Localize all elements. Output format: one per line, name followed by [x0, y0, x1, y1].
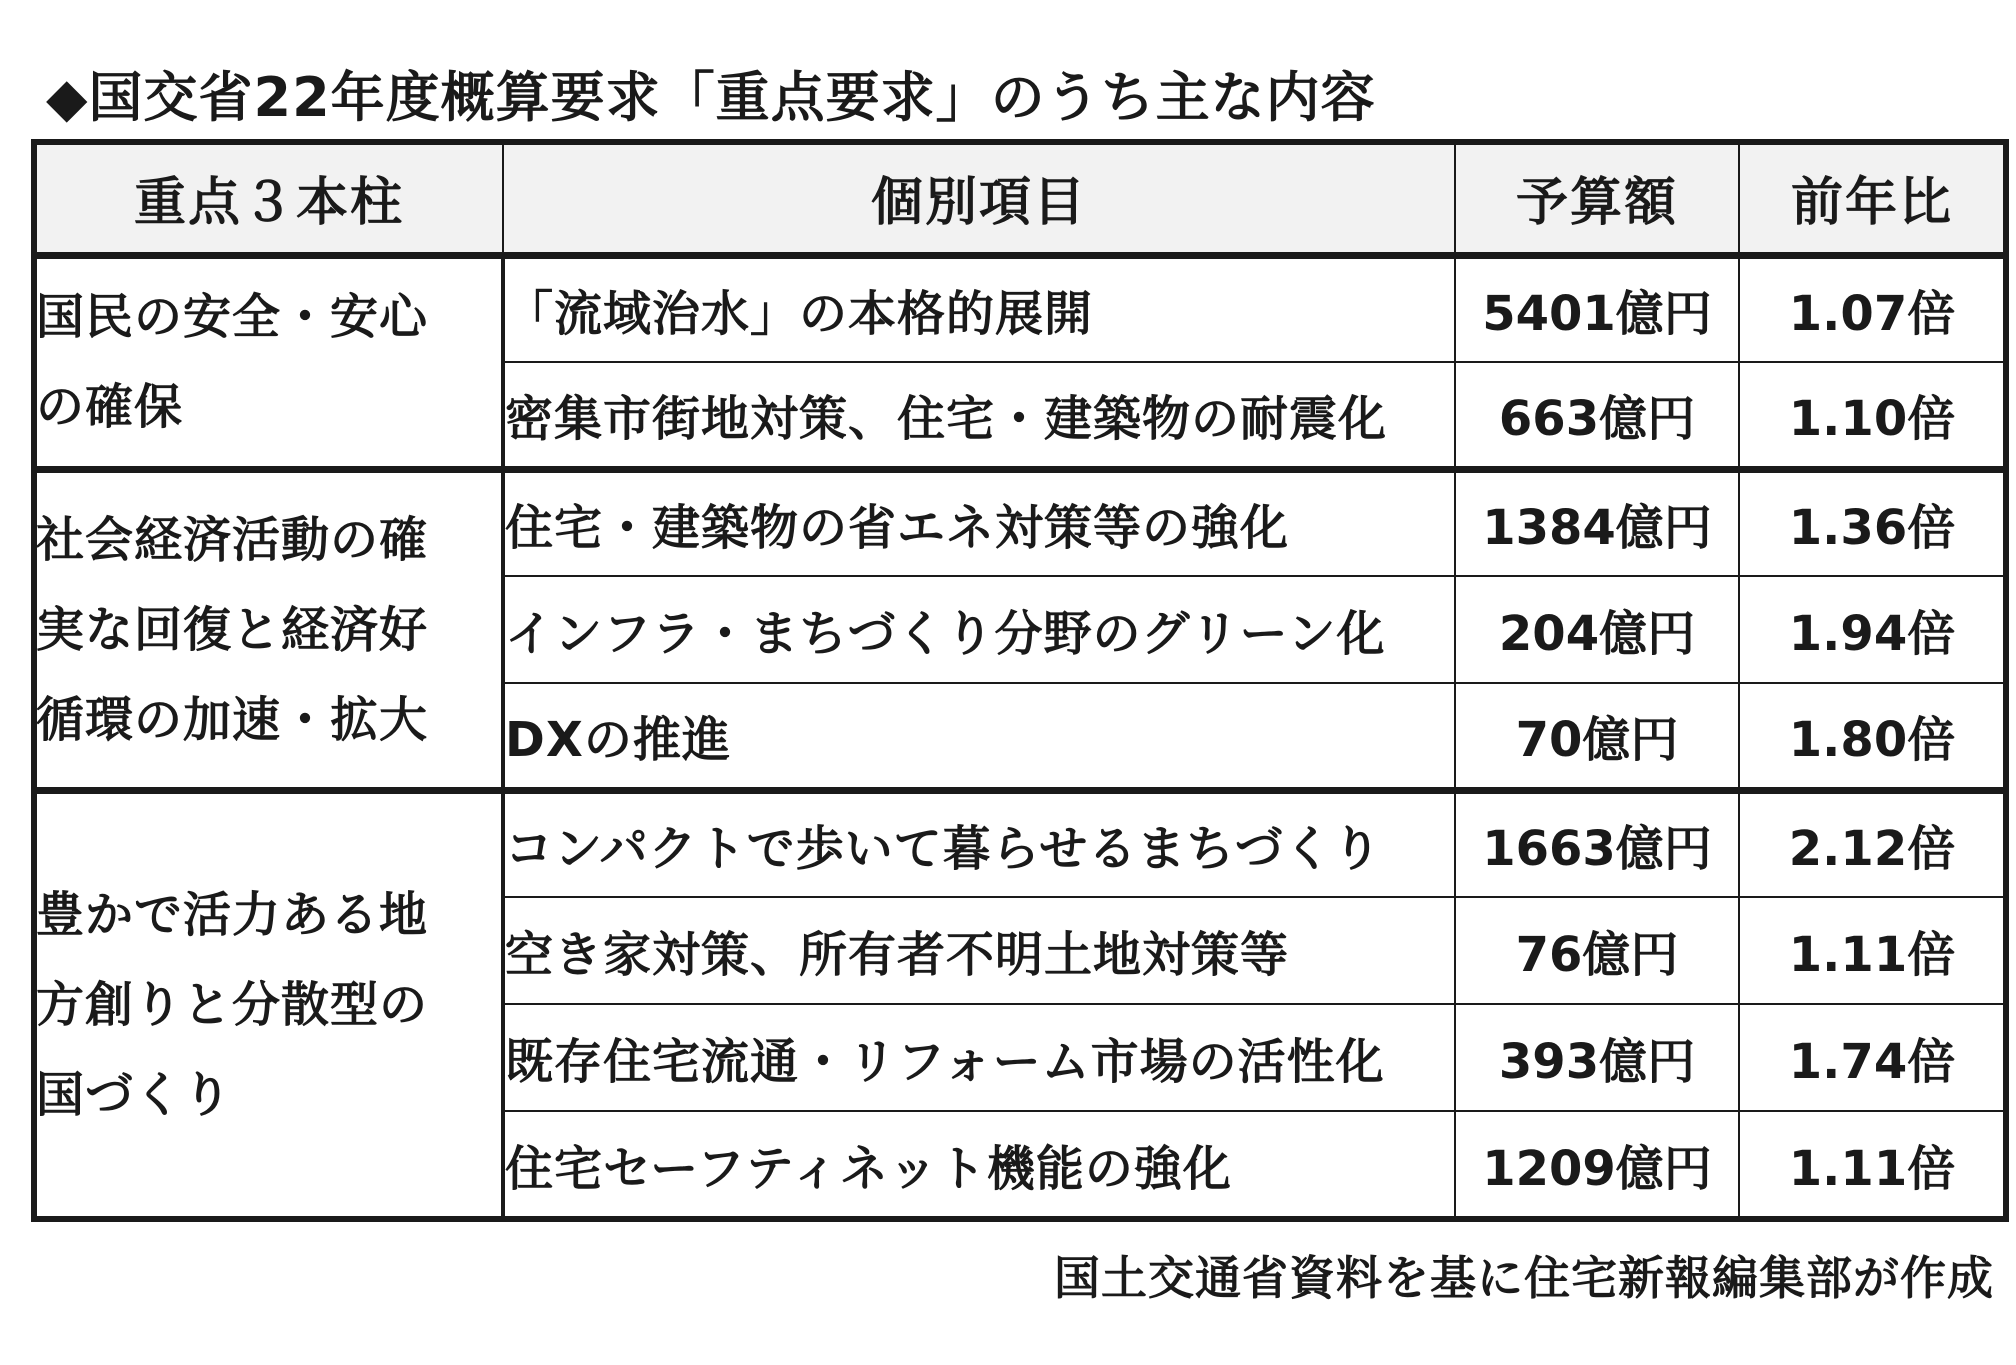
budget-cell: 1384億円	[1455, 469, 1739, 576]
pillar-cell	[35, 790, 503, 1218]
item-cell: インフラ・まちづくり分野のグリーン化	[503, 576, 1455, 683]
ratio-cell: 1.11倍	[1739, 897, 2005, 1004]
budget-table	[34, 142, 2006, 1219]
ratio-cell: 1.10倍	[1739, 362, 2005, 469]
ratio-cell: 1.74倍	[1739, 1004, 2005, 1111]
budget-cell: 5401億円	[1455, 255, 1739, 362]
ratio-cell: 1.94倍	[1739, 576, 2005, 683]
item-cell: 密集市街地対策、住宅・建築物の耐震化	[503, 362, 1455, 469]
budget-cell: 1663億円	[1455, 790, 1739, 897]
pillar-cell	[35, 469, 503, 790]
header-budget: 予算額	[1455, 143, 1739, 255]
item-cell: 住宅セーフティネット機能の強化	[503, 1111, 1455, 1218]
budget-cell: 393億円	[1455, 1004, 1739, 1111]
table-row	[35, 790, 2005, 897]
pillar-line: 国づくり	[36, 1067, 233, 1124]
budget-cell: 1209億円	[1455, 1111, 1739, 1218]
pillar-line: 社会経済活動の確	[36, 511, 429, 568]
pillar-line: 豊かで活力ある地	[36, 887, 429, 944]
table-row	[35, 255, 2005, 362]
pillar-line: 国民の安全・安心	[36, 289, 429, 345]
budget-cell: 70億円	[1455, 683, 1739, 790]
item-cell: 住宅・建築物の省エネ対策等の強化	[503, 469, 1455, 576]
budget-cell: 204億円	[1455, 576, 1739, 683]
page-title: ◆国交省22年度概算要求「重点要求」のうち主な内容	[46, 66, 1376, 129]
pillar-line: 循環の加速・拡大	[36, 691, 429, 748]
item-cell: 既存住宅流通・リフォーム市場の活性化	[503, 1004, 1455, 1111]
table-header-row	[35, 143, 2005, 255]
item-cell: DXの推進	[503, 683, 1455, 790]
pillar-line: の確保	[36, 379, 184, 435]
budget-cell: 663億円	[1455, 362, 1739, 469]
header-ratio: 前年比	[1739, 143, 2005, 255]
budget-cell: 76億円	[1455, 897, 1739, 1004]
ratio-cell: 2.12倍	[1739, 790, 2005, 897]
pillar-line: 実な回復と経済好	[36, 601, 429, 658]
ratio-cell: 1.11倍	[1739, 1111, 2005, 1218]
table-row	[35, 469, 2005, 576]
source-note: 国土交通省資料を基に住宅新報編集部が作成	[1054, 1251, 1994, 1305]
ratio-cell: 1.07倍	[1739, 255, 2005, 362]
item-cell: 空き家対策、所有者不明土地対策等	[503, 897, 1455, 1004]
item-cell: 「流域治水」の本格的展開	[503, 255, 1455, 362]
header-item: 個別項目	[503, 143, 1455, 255]
ratio-cell: 1.36倍	[1739, 469, 2005, 576]
pillar-line: 方創りと分散型の	[36, 977, 429, 1034]
item-cell: コンパクトで歩いて暮らせるまちづくり	[503, 790, 1455, 897]
pillar-cell	[35, 255, 503, 469]
header-pillar: 重点３本柱	[35, 143, 503, 255]
ratio-cell: 1.80倍	[1739, 683, 2005, 790]
